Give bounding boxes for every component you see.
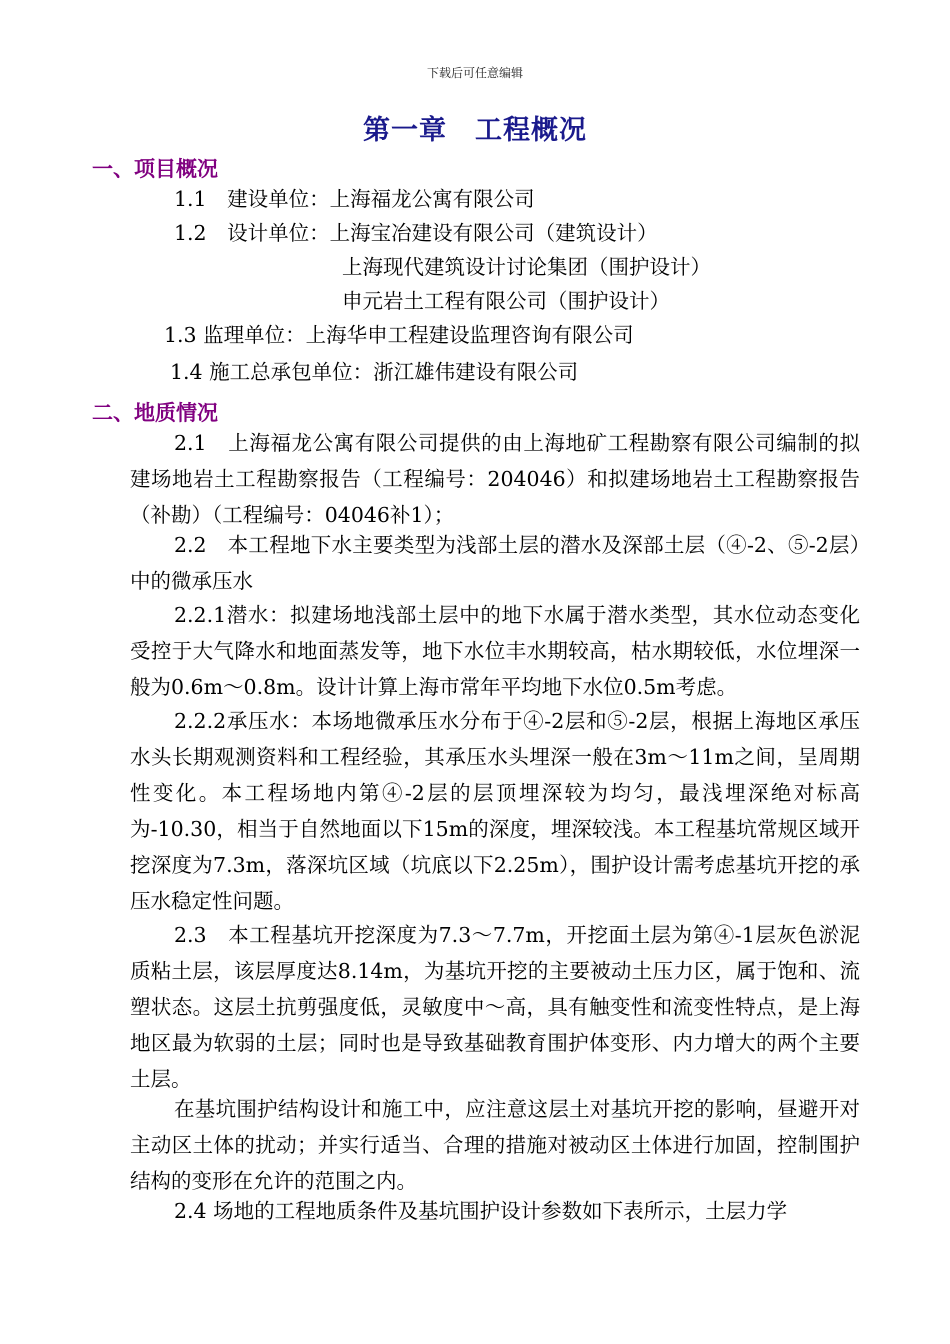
design-unit-line-3: 申元岩土工程有限公司（围护设计）: [342, 289, 670, 313]
section-heading-overview: 一、项目概况: [92, 156, 218, 181]
design-unit-line: 1.2 设计单位：上海宝冶建设有限公司（建筑设计）: [174, 221, 658, 245]
paragraph-2-2: 2.2 本工程地下水主要类型为浅部土层的潜水及深部土层（④-2、⑤-2层）中的微承压水: [130, 533, 860, 593]
paragraph-design-note: 在基坑围护结构设计和施工中，应注意这层土对基坑开挖的影响，昼避开对主动区土体的扰动；并实行适当、合理的措施对被动区土体进行加固，控制围护结构的变形在允许的范围之内。: [130, 1097, 860, 1193]
design-unit-line-2: 上海现代建筑设计讨论集团（围护设计）: [342, 255, 711, 279]
supervision-unit-line: 1.3 监理单位：上海华申工程建设监理咨询有限公司: [164, 323, 634, 347]
page-header: 下载后可任意编辑: [426, 66, 523, 80]
construction-unit-line: 1.1 建设单位：上海福龙公寓有限公司: [174, 187, 535, 211]
general-contractor-line: 1.4 施工总承包单位：浙江雄伟建设有限公司: [170, 360, 579, 384]
paragraph-2-3: 2.3 本工程基坑开挖深度为7.3～7.7m，开挖面土层为第④-1层灰色淤泥质粘土层，该层厚度达8.14m，为基坑开挖的主要被动土压力区，属于饱和、流塑状态。这层土抗剪强度低，灵敏度中～高，具有触变性和流变性特点，是上海地区最为软弱的土层；同时也是导致基础教育围护体变形、内力增大的两个主要土层。: [130, 923, 860, 1091]
section-heading-geology: 二、地质情况: [92, 400, 218, 425]
chapter-title: 第一章 工程概况: [363, 115, 587, 146]
paragraph-2-2-1: 2.2.1潜水：拟建场地浅部土层中的地下水属于潜水类型，其水位动态变化受控于大气降水和地面蒸发等，地下水位丰水期较高，枯水期较低，水位埋深一般为0.6m～0.8m。设计计算上海市常年平均地下水位0.5m考虑。: [130, 603, 860, 699]
paragraph-2-4: 2.4 场地的工程地质条件及基坑围护设计参数如下表所示，土层力学: [174, 1199, 788, 1223]
paragraph-2-2-2: 2.2.2承压水：本场地微承压水分布于④-2层和⑤-2层，根据上海地区承压水头长期观测资料和工程经验，其承压水头埋深一般在3m～11m之间，呈周期性变化。本工程场地内第④-2层的层顶埋深较为均匀，最浅埋深绝对标高为-10.30，相当于自然地面以下15m的深度，埋深较浅。本工程基坑常规区域开挖深度为7.3m，落深坑区域（坑底以下2.25m），围护设计需考虑基坑开挖的承压水稳定性问题。: [130, 709, 860, 913]
paragraph-2-1: 2.1 上海福龙公寓有限公司提供的由上海地矿工程勘察有限公司编制的拟建场地岩土工程勘察报告（工程编号：204046）和拟建场地岩土工程勘察报告（补勘）（工程编号：04046补1）；: [130, 431, 860, 527]
